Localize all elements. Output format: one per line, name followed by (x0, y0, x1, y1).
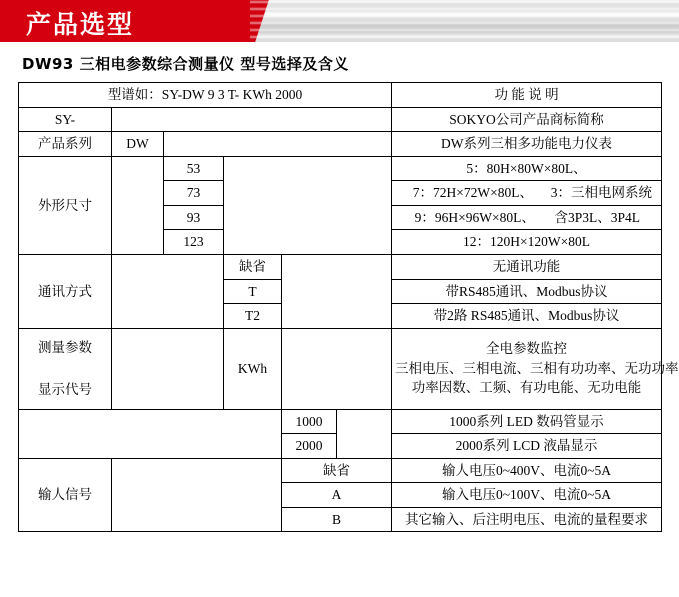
comm-code-cell: T2 (224, 304, 282, 329)
comm-desc-cell: 带2路 RS485通讯、Modbus协议 (392, 304, 662, 329)
comm-desc-cell: 无通讯功能 (392, 254, 662, 279)
header-function-cell: 功 能 说 明 (392, 83, 662, 108)
comm-code-cell: 缺省 (224, 254, 282, 279)
size-desc-text: 9：96H×96W×80L、 (414, 209, 535, 225)
size-blank-cell (112, 156, 164, 254)
brand-desc-cell: SOKYO公司产品商标简称 (392, 107, 662, 132)
series-desc-cell: DW系列三相多功能电力仪表 (392, 132, 662, 157)
table-row (19, 328, 662, 409)
page-title: 产品选型 (26, 10, 135, 39)
table-row (19, 409, 662, 434)
table-header-row (19, 83, 662, 108)
series-spacer-cell (164, 132, 392, 157)
size-desc-text: 7：72H×72W×80L、 (412, 185, 533, 201)
comm-desc-cell: 带RS485通讯、Modbus协议 (392, 279, 662, 304)
size-spacer-cell (224, 156, 392, 254)
measure-desc-line3: 功率因数、工频、有功电能、无功电能 (411, 380, 642, 396)
table-row (19, 132, 662, 157)
table-row (19, 254, 662, 279)
size-code-cell: 93 (164, 205, 224, 230)
measure-label-cell (19, 328, 112, 409)
page-banner (0, 0, 679, 42)
comm-label-cell: 通讯方式 (19, 254, 112, 328)
measure-label-line2: 显示代号 (38, 381, 92, 397)
header-model-cell: 型谱如：SY-DW 9 3 T- KWh 2000 (19, 83, 392, 108)
input-code-cell: 缺省 (282, 458, 392, 483)
size-desc-cell: 12：120H×120W×80L (392, 230, 662, 255)
section-subtitle: DW93 三相电参数综合测量仪 型号选择及含义 (22, 55, 349, 73)
measure-desc-cell (392, 328, 679, 409)
display-code-cell: 2000 (282, 434, 337, 459)
brand-spacer-cell (112, 107, 392, 132)
measure-code-cell: KWh (224, 328, 282, 409)
input-desc-cell: 输人电压0~400V、电流0~5A (392, 458, 662, 483)
banner-metal-texture (250, 0, 679, 42)
model-selection-table (18, 82, 679, 532)
table-row (19, 458, 662, 483)
comm-spacer-cell (282, 254, 392, 328)
input-desc-cell: 输入电压0~100V、电流0~5A (392, 483, 662, 508)
size-label-cell: 外形尺寸 (19, 156, 112, 254)
measure-spacer-cell (282, 328, 392, 409)
size-code-cell: 73 (164, 181, 224, 206)
input-label-cell: 输人信号 (19, 458, 112, 532)
size-code-cell: 53 (164, 156, 224, 181)
table-row (19, 156, 662, 181)
display-desc-cell: 2000系列 LCD 液晶显示 (392, 434, 662, 459)
series-code-cell: DW (112, 132, 164, 157)
size-desc-cell (392, 181, 662, 206)
size-note-line1: 3：三相电网系统 (550, 185, 653, 201)
display-blank-cell (19, 409, 282, 458)
display-code-cell: 1000 (282, 409, 337, 434)
size-code-cell: 123 (164, 230, 224, 255)
input-blank-cell (112, 458, 282, 532)
comm-blank-cell (112, 254, 224, 328)
size-note-line2: 含3P3L、3P4L (554, 209, 641, 225)
size-desc-cell: 5：80H×80W×80L、 (392, 156, 662, 181)
measure-desc-line2: 三相电压、三相电流、三相有功功率、无功功率 (395, 360, 679, 376)
input-code-cell: A (282, 483, 392, 508)
series-label-cell: 产品系列 (19, 132, 112, 157)
brand-code-cell: SY- (19, 107, 112, 132)
size-desc-cell (392, 205, 662, 230)
comm-code-cell: T (224, 279, 282, 304)
measure-blank-cell (112, 328, 224, 409)
measure-label-line1: 测量参数 (38, 340, 92, 356)
spec-table-wrapper (18, 82, 679, 532)
display-desc-cell: 1000系列 LED 数码管显示 (392, 409, 662, 434)
display-spacer-cell (337, 409, 392, 458)
input-desc-cell: 其它输入、后注明电压、电流的量程要求 (392, 507, 662, 532)
measure-desc-line1: 全电参数监控 (486, 341, 568, 357)
input-code-cell: B (282, 507, 392, 532)
table-row (19, 107, 662, 132)
